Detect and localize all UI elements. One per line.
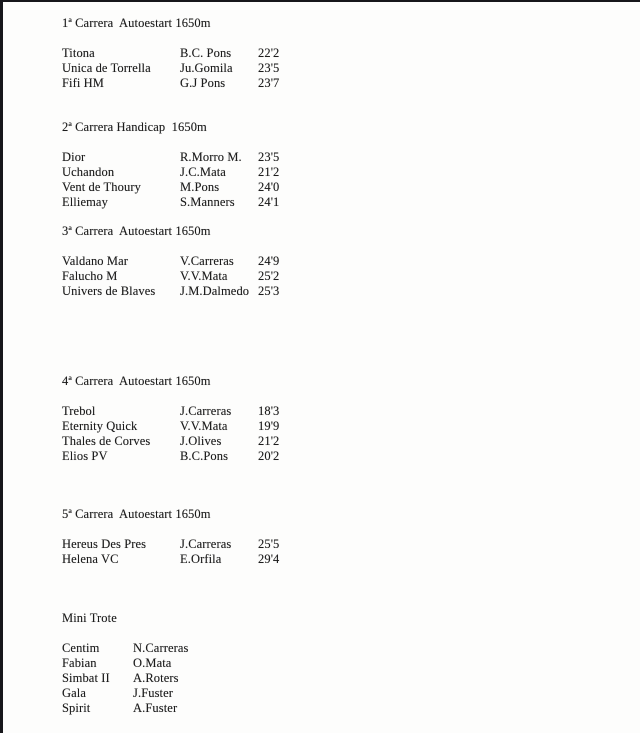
entry-row [62, 656, 189, 671]
horse-name: Eternity Quick [62, 419, 138, 433]
entry-row [62, 701, 189, 716]
entry-row [62, 434, 279, 449]
driver-name: B.C. Pons [180, 46, 232, 60]
race-entries [62, 537, 279, 567]
horse-name: Hereus Des Pres [62, 537, 147, 551]
entry-row [62, 180, 279, 195]
driver-name: A.Roters [133, 671, 179, 685]
entry-row [62, 46, 279, 61]
horse-name: Unica de Torrella [62, 61, 151, 75]
driver-name: N.Carreras [133, 641, 189, 655]
race-section-3 [62, 224, 279, 299]
driver-name: J.M.Dalmedo [180, 284, 250, 298]
entry-row [62, 404, 279, 419]
horse-name: Elliemay [62, 195, 108, 209]
driver-name: O.Mata [133, 656, 172, 670]
horse-name: Univers de Blaves [62, 284, 156, 298]
entry-row [62, 537, 279, 552]
driver-name: V.V.Mata [180, 269, 228, 283]
time-value: 25'3 [258, 284, 280, 298]
driver-name: V.Carreras [180, 254, 234, 268]
entry-row [62, 76, 279, 91]
time-value: 21'2 [258, 165, 280, 179]
driver-name: S.Manners [180, 195, 235, 209]
time-value: 24'1 [258, 195, 280, 209]
entry-row [62, 269, 279, 284]
race-title: 2ª Carrera Handicap 1650m [62, 120, 207, 134]
entry-row [62, 686, 189, 701]
entry-row [62, 641, 189, 656]
entry-row [62, 449, 279, 464]
horse-name: Fabian [62, 656, 97, 670]
driver-name: J.C.Mata [180, 165, 226, 179]
race-section-4 [62, 374, 279, 464]
mini-trote-entries [62, 641, 189, 716]
horse-name: Gala [62, 686, 86, 700]
driver-name: J.Fuster [133, 686, 174, 700]
race-title: 1ª Carrera Autoestart 1650m [62, 16, 211, 30]
horse-name: Dior [62, 150, 86, 164]
race-section-2 [62, 120, 279, 210]
race-entries [62, 254, 279, 299]
driver-name: J.Carreras [180, 404, 232, 418]
mini-trote-title: Mini Trote [62, 611, 117, 625]
entry-row [62, 254, 279, 269]
time-value: 20'2 [258, 449, 280, 463]
horse-name: Uchandon [62, 165, 115, 179]
driver-name: G.J Pons [180, 76, 226, 90]
driver-name: A.Fuster [133, 701, 178, 715]
driver-name: M.Pons [180, 180, 220, 194]
horse-name: Helena VC [62, 552, 119, 566]
time-value: 25'5 [258, 537, 280, 551]
entry-row [62, 671, 189, 686]
horse-name: Elios PV [62, 449, 108, 463]
race-title: 3ª Carrera Autoestart 1650m [62, 224, 211, 238]
mini-trote-section [62, 611, 189, 716]
time-value: 29'4 [258, 552, 280, 566]
horse-name: Spirit [62, 701, 91, 715]
time-value: 19'9 [258, 419, 280, 433]
race-section-5 [62, 507, 279, 567]
time-value: 24'0 [258, 180, 280, 194]
driver-name: B.C.Pons [180, 449, 229, 463]
time-value: 21'2 [258, 434, 280, 448]
entry-row [62, 195, 279, 210]
horse-name: Vent de Thoury [62, 180, 141, 194]
driver-name: Ju.Gomila [180, 61, 233, 75]
driver-name: R.Morro M. [180, 150, 242, 164]
time-value: 18'3 [258, 404, 280, 418]
driver-name: J.Carreras [180, 537, 232, 551]
horse-name: Fifi HM [62, 76, 105, 90]
horse-name: Thales de Corves [62, 434, 151, 448]
time-value: 22'2 [258, 46, 280, 60]
horse-name: Simbat II [62, 671, 110, 685]
driver-name: J.Olives [180, 434, 222, 448]
horse-name: Falucho M [62, 269, 118, 283]
left-edge-bar [0, 0, 3, 733]
entry-row [62, 61, 279, 76]
race-section-1 [62, 16, 279, 91]
entry-row [62, 284, 279, 299]
time-value: 23'7 [258, 76, 280, 90]
driver-name: V.V.Mata [180, 419, 228, 433]
horse-name: Centim [62, 641, 100, 655]
time-value: 23'5 [258, 61, 280, 75]
horse-name: Trebol [62, 404, 96, 418]
entry-row [62, 419, 279, 434]
race-entries [62, 404, 279, 464]
race-title: 4ª Carrera Autoestart 1650m [62, 374, 211, 388]
race-entries [62, 150, 279, 210]
race-entries [62, 46, 279, 91]
entry-row [62, 552, 279, 567]
top-edge-bar [0, 0, 640, 2]
time-value: 24'9 [258, 254, 280, 268]
entry-row [62, 165, 279, 180]
horse-name: Titona [62, 46, 95, 60]
horse-name: Valdano Mar [62, 254, 129, 268]
driver-name: E.Orfila [180, 552, 222, 566]
race-title: 5ª Carrera Autoestart 1650m [62, 507, 211, 521]
entry-row [62, 150, 279, 165]
time-value: 23'5 [258, 150, 280, 164]
time-value: 25'2 [258, 269, 280, 283]
